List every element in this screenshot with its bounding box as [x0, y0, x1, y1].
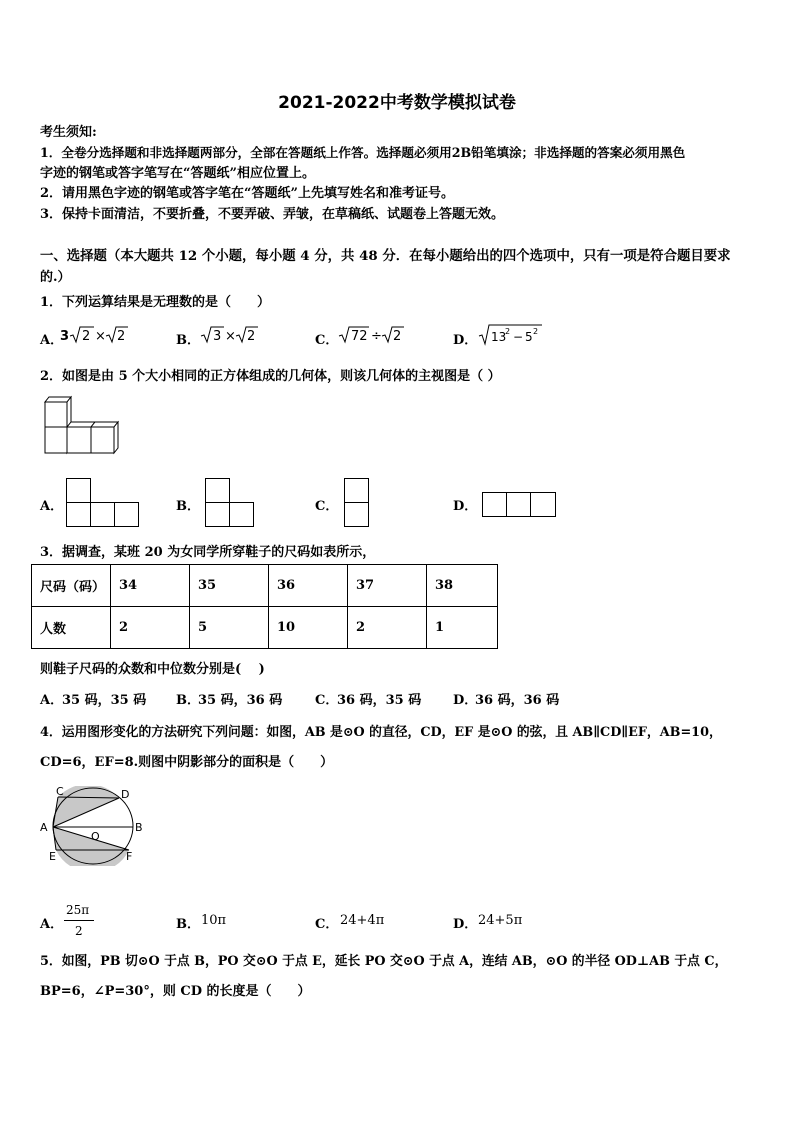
q2-option-c-label: C． — [315, 499, 339, 514]
section-heading-cont: 的.） — [40, 270, 71, 285]
q4-stem-cont: CD=6，EF=8.则图中阴影部分的面积是（ ） — [40, 755, 334, 770]
notice-item-1-cont: 字迹的钢笔或答字笔写在“答题纸”相应位置上。 — [40, 166, 315, 181]
label-d: D — [121, 788, 130, 801]
notice-item-2: 2．请用黑色字迹的钢笔或答字笔在“答题纸”上先填写姓名和准考证号。 — [40, 186, 455, 201]
q3-option-d-label: D． — [453, 693, 478, 708]
table-cell: 2 — [111, 607, 190, 649]
q1-option-b-expression — [200, 322, 260, 348]
q1-d-base-2: 5 — [525, 330, 533, 344]
notice-item-3: 3．保持卡面清洁，不要折叠，不要弄破、弄皱，在草稿纸、试题卷上答题无效。 — [40, 207, 505, 222]
notice-heading: 考生须知: — [40, 125, 97, 140]
q1-c-operator: ÷ — [371, 329, 382, 344]
q1-option-d-label: D． — [453, 333, 478, 348]
table-cell: 10 — [269, 607, 348, 649]
q1-a-radicand-2: 2 — [117, 329, 126, 344]
table-cell: 5 — [190, 607, 269, 649]
table-cell: 人数 — [32, 607, 111, 649]
page-title: 2021-2022中考数学模拟试卷 — [278, 93, 516, 113]
q2-a-square — [66, 502, 91, 527]
q4-circle-figure — [36, 786, 146, 866]
q4-option-c-label: C． — [315, 917, 339, 932]
q4-option-a-label: A． — [40, 917, 64, 932]
label-f: F — [126, 850, 133, 863]
section-heading: 一、选择题（本大题共 12 个小题，每小题 4 分，共 48 分．在每小题给出的四个选项中，只有一项是符合题目要求 — [40, 248, 731, 264]
q1-d-exp-2: 2 — [533, 327, 539, 336]
fraction-bar — [64, 920, 94, 921]
q1-a-radicand-1: 2 — [82, 329, 91, 344]
q4-option-d: 24+5π — [478, 913, 523, 928]
label-b: B — [135, 821, 143, 834]
shoe-size-table — [31, 564, 498, 649]
q1-b-operator: × — [225, 329, 236, 344]
q1-d-exp-1: 2 — [505, 327, 511, 336]
q1-option-c-label: C． — [315, 333, 339, 348]
fraction-numerator: 25π — [66, 903, 90, 917]
q2-b-square — [229, 502, 254, 527]
q1-option-d-expression — [478, 320, 548, 348]
q5-stem-cont: BP=6，∠P=30°，则 CD 的长度是（ ） — [40, 984, 311, 999]
table-cell: 38 — [427, 565, 498, 607]
q4-option-c: 24+4π — [340, 913, 385, 928]
q1-option-a-expression — [60, 322, 130, 348]
table-cell: 36 — [269, 565, 348, 607]
q3-question: 则鞋子尺码的众数和中位数分别是( ) — [40, 662, 265, 677]
table-cell: 尺码（码） — [32, 565, 111, 607]
q2-option-d-label: D． — [453, 499, 478, 514]
table-row — [32, 565, 498, 607]
q3-stem: 3．据调查，某班 20 为女同学所穿鞋子的尺码如表所示， — [40, 545, 376, 560]
label-c: C — [56, 786, 64, 798]
q4-option-b: 10π — [201, 913, 227, 928]
q2-cube-figure — [40, 393, 122, 459]
notice-item-1: 1．全卷分选择题和非选择题两部分，全部在答题纸上作答。选择题必须用2B铅笔填涂；非选择题的答案必须用黑色 — [40, 145, 686, 160]
q3-option-a: 35 码，35 码 — [62, 693, 147, 708]
q1-option-a-label: A． — [40, 333, 64, 348]
label-a: A — [40, 821, 48, 834]
table-cell: 34 — [111, 565, 190, 607]
q1-a-coef: 3 — [60, 329, 70, 344]
q1-d-minus: − — [513, 330, 524, 344]
q3-option-a-label: A． — [40, 693, 64, 708]
q3-option-b-label: B． — [176, 693, 200, 708]
q1-d-base-1: 13 — [491, 330, 507, 344]
table-cell: 2 — [348, 607, 427, 649]
q2-d-square — [482, 492, 507, 517]
q1-b-radicand-2: 2 — [247, 329, 256, 344]
label-e: E — [49, 850, 56, 863]
q1-a-operator: × — [95, 329, 106, 344]
q3-option-c-label: C． — [315, 693, 339, 708]
q2-c-square — [344, 502, 369, 527]
q1-option-b-label: B． — [176, 333, 200, 348]
q1-stem: 1．下列运算结果是无理数的是（ ） — [40, 295, 271, 310]
q2-c-square — [344, 478, 369, 503]
table-row — [32, 607, 498, 649]
label-o: O — [91, 830, 100, 843]
q2-a-square — [66, 478, 91, 503]
q4-option-b-label: B． — [176, 917, 200, 932]
q2-option-a-label: A． — [40, 499, 64, 514]
q4-stem: 4．运用图形变化的方法研究下列问题：如图，AB 是⊙O 的直径，CD，EF 是⊙O 的弦，且 AB∥CD∥EF，AB=10， — [40, 725, 722, 740]
q1-option-c-expression — [338, 322, 408, 348]
q1-c-radicand-2: 2 — [393, 329, 402, 344]
q1-c-radicand-1: 72 — [351, 329, 368, 344]
q2-d-square — [530, 492, 556, 517]
table-cell: 1 — [427, 607, 498, 649]
q2-d-square — [506, 492, 531, 517]
q5-stem: 5．如图，PB 切⊙O 于点 B，PO 交⊙O 于点 E，延长 PO 交⊙O 于点 A，连结 AB，⊙O 的半径 OD⊥AB 于点 C， — [40, 954, 728, 969]
fraction-denominator: 2 — [75, 924, 83, 938]
q2-option-b-label: B． — [176, 499, 200, 514]
q3-option-d: 36 码，36 码 — [475, 693, 560, 708]
q2-a-square — [90, 502, 115, 527]
q2-b-square — [205, 478, 230, 503]
table-cell: 35 — [190, 565, 269, 607]
q1-b-radicand-1: 3 — [213, 329, 222, 344]
q4-option-d-label: D． — [453, 917, 478, 932]
q2-a-square — [114, 502, 139, 527]
q3-option-c: 36 码，35 码 — [337, 693, 422, 708]
q2-b-square — [205, 502, 230, 527]
q2-stem: 2．如图是由 5 个大小相同的正方体组成的几何体，则该几何体的主视图是（ ） — [40, 369, 501, 384]
q3-option-b: 35 码，36 码 — [198, 693, 283, 708]
table-cell: 37 — [348, 565, 427, 607]
